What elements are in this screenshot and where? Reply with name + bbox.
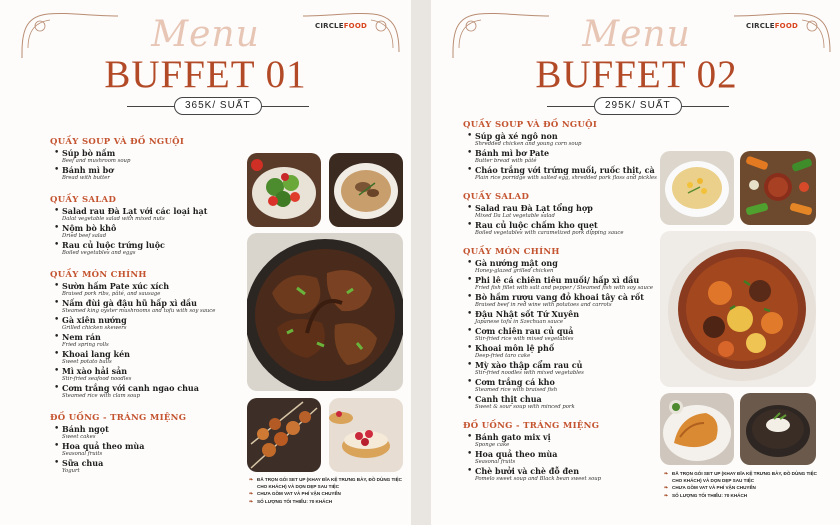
photo-braised-ribs bbox=[247, 233, 403, 391]
menu-item: • Canh thịt chua Sweet & sour soup with minced pork bbox=[463, 395, 663, 411]
menu-list bbox=[50, 137, 245, 479]
brand-logo: CIRCLEFOOD bbox=[745, 22, 798, 30]
menu-item: • Rau củ luộc chấm kho quẹt Boiled vegetables with caramelized pork dipping sauce bbox=[463, 221, 663, 237]
menu-item: • Đậu Nhật sốt Tứ Xuyên Japanese tofu in Szechuan sauce bbox=[463, 310, 663, 326]
menu-item: • Salad rau Đà Lạt tổng hợp Mixed Da Lat vegetable salad bbox=[463, 204, 663, 220]
menu-item: • Hoa quả theo mùa Seasonal fruits bbox=[463, 450, 663, 466]
photo-tartlets bbox=[329, 398, 403, 472]
section-soup: QUẦY SOUP VÀ ĐỒ NGUỘI • Súp bò nấm Beef and mushroom soup • Bánh mì bơ Bread with butter bbox=[50, 137, 245, 182]
menu-item: • Nấm đùi gà đậu hũ hấp xì dầu Steamed king oyster mushrooms and tofu with soy sauce bbox=[50, 299, 245, 315]
menu-item: • Bánh mì bơ Bread with butter bbox=[50, 166, 245, 182]
menu-item: • Cơm chiên rau củ quả Stir-fried rice with mixed vegetables bbox=[463, 327, 663, 343]
menu-item: • Mì xào hải sản Stir-fried seafood noodles bbox=[50, 367, 245, 383]
price-badge: 295K/ SUẤT bbox=[594, 97, 682, 115]
note-setup: ❧ ĐÃ TRỌN GÓI SET UP (KHAY ĐĨA KỆ TRƯNG BÀY, ĐỒ DÙNG TIỆC CHO KHÁCH) VÀ DỌN DẸP SAU TIỆC bbox=[249, 477, 407, 490]
menu-item: • Hoa quả theo mùa Seasonal fruits bbox=[50, 442, 245, 458]
menu-title: BUFFET 01 bbox=[104, 53, 307, 96]
terms-notes bbox=[664, 471, 824, 500]
menu-item: • Súp bò nấm Beef and mushroom soup bbox=[50, 149, 245, 165]
section-dessert: ĐỒ UỐNG - TRÁNG MIỆNG • Bánh gato mix vị Sponge cake • Hoa quả theo mùa Seasonal fruits • Chè bưởi và chè đỗ đen Pomelo sweet soup and Black bean sweet soup bbox=[463, 421, 663, 483]
menu-item: • Khoai lang kén Sweet potato balls bbox=[50, 350, 245, 366]
note-minimum: ❧ SỐ LƯỢNG TỐI THIỂU: 70 KHÁCH bbox=[664, 493, 824, 500]
menu-item: • Rau củ luộc trứng luộc Boiled vegetables and eggs bbox=[50, 241, 245, 257]
menu-item: • Bánh ngọt Sweet cakes bbox=[50, 425, 245, 441]
menu-item: • Chè bưởi và chè đỗ đen Pomelo sweet soup and Black bean sweet soup bbox=[463, 467, 663, 483]
photo-black-bean-dessert bbox=[740, 393, 816, 465]
menu-title: BUFFET 02 bbox=[535, 53, 738, 96]
menu-item: • Bánh mì bơ Pate Butter bread with pâté bbox=[463, 149, 663, 165]
photo-beef-stew bbox=[660, 231, 816, 387]
photo-chicken-skewers bbox=[247, 398, 321, 472]
menu-item: • Cháo trắng với trứng muối, ruốc thịt, cà Plain rice porridge with salted egg, shredded pork floss and pickles bbox=[463, 166, 663, 182]
menu-item: • Mỳ xào thập cẩm rau củ Stir-fried noodles with mixed vegetables bbox=[463, 361, 663, 377]
photo-vegetable-platter bbox=[740, 151, 816, 225]
photo-corn-soup bbox=[660, 151, 734, 225]
photo-mushroom-soup bbox=[329, 153, 403, 227]
photo-fried-fish bbox=[660, 393, 734, 465]
note-minimum: ❧ SỐ LƯỢNG TỐI THIỂU: 70 KHÁCH bbox=[249, 499, 407, 506]
page-gutter bbox=[411, 0, 431, 525]
menu-page-buffet-02 bbox=[431, 0, 840, 525]
menu-item: • Bánh gato mix vị Sponge cake bbox=[463, 433, 663, 449]
menu-item: • Phi lê cá chiên tiêu muối/ hấp xì dầu Fried fish fillet with salt and pepper / Steamed fish with soy sauce bbox=[463, 276, 663, 292]
note-setup: ❧ ĐÃ TRỌN GÓI SET UP (KHAY ĐĨA KỆ TRƯNG BÀY, ĐỒ DÙNG TIỆC CHO KHÁCH) VÀ DỌN DẸP SAU TIỆC bbox=[664, 471, 824, 484]
section-main: QUẦY MÓN CHÍNH • Gà nướng mật ong Honey-glazed grilled chicken • Phi lê cá chiên tiêu muối/ hấp xì dầu Fried fish fillet with salt and pepper / Steamed fish with soy sauce • Bò hầm rượu vang đỏ khoai tây cà rốt Braised beef in red wine with potatoes and carrots • Đậu Nhật sốt Tứ Xuyên Japanese tofu in Szechuan sauce • Cơm chiên rau củ quả Stir-fried rice with mixed vegetables • Khoai môn lệ phố Deep-fried taro cake • Mỳ xào thập cẩm rau củ Stir-fried noodles with mixed vegetables • Cơm trắng cá kho Steamed rice with braised fish • Canh thịt chua Sweet & sour soup with minced pork bbox=[463, 247, 663, 411]
menu-item: • Nộm bò khô Dried beef salad bbox=[50, 224, 245, 240]
menu-script-heading: Menu bbox=[582, 14, 691, 55]
menu-item: • Nem rán Fried spring rolls bbox=[50, 333, 245, 349]
photo-salad-bowl bbox=[247, 153, 321, 227]
menu-list bbox=[463, 120, 663, 487]
section-soup: QUẦY SOUP VÀ ĐỒ NGUỘI • Súp gà xé ngô non Shredded chicken and young corn soup • Bánh mì bơ Pate Butter bread with pâté • Cháo trắng với trứng muối, ruốc thịt, cà Plain rice porridge with salted egg, shredded pork floss and pickles bbox=[463, 120, 663, 182]
menu-item: • Sữa chua Yogurt bbox=[50, 459, 245, 475]
menu-item: • Salad rau Đà Lạt với các loại hạt Dalat vegetable salad with mixed nuts bbox=[50, 207, 245, 223]
note-vat: ❧ CHƯA GỒM VAT VÀ PHÍ VẬN CHUYỂN bbox=[249, 491, 407, 498]
menu-script-heading: Menu bbox=[151, 14, 260, 55]
menu-page-buffet-01 bbox=[0, 0, 411, 525]
terms-notes bbox=[249, 477, 407, 506]
section-salad: QUẦY SALAD • Salad rau Đà Lạt tổng hợp Mixed Da Lat vegetable salad • Rau củ luộc chấm kho quẹt Boiled vegetables with caramelized pork dipping sauce bbox=[463, 192, 663, 237]
menu-item: • Súp gà xé ngô non Shredded chicken and young corn soup bbox=[463, 132, 663, 148]
section-salad: QUẦY SALAD • Salad rau Đà Lạt với các loại hạt Dalat vegetable salad with mixed nuts • Nộm bò khô Dried beef salad • Rau củ luộc trứng luộc Boiled vegetables and eggs bbox=[50, 195, 245, 257]
menu-item: • Gà xiên nướng Grilled chicken skewers bbox=[50, 316, 245, 332]
section-dessert: ĐỒ UỐNG - TRÁNG MIỆNG • Bánh ngọt Sweet cakes • Hoa quả theo mùa Seasonal fruits • Sữa chua Yogurt bbox=[50, 413, 245, 475]
menu-item: • Khoai môn lệ phố Deep-fried taro cake bbox=[463, 344, 663, 360]
menu-item: • Cơm trắng cá kho Steamed rice with braised fish bbox=[463, 378, 663, 394]
menu-item: • Bò hầm rượu vang đỏ khoai tây cà rốt Braised beef in red wine with potatoes and carrots bbox=[463, 293, 663, 309]
brand-logo: CIRCLEFOOD bbox=[314, 22, 367, 30]
section-main: QUẦY MÓN CHÍNH • Sườn hấm Pate xúc xích Braised pork ribs, pâté, and sausage • Nấm đùi gà đậu hũ hấp xì dầu Steamed king oyster mushrooms and tofu with soy sauce • Gà xiên nướng Grilled chicken skewers • Nem rán Fried spring rolls • Khoai lang kén Sweet potato balls • Mì xào hải sản Stir-fried seafood noodles • Cơm trắng với canh ngao chua Steamed rice with clam soup bbox=[50, 270, 245, 400]
menu-item: • Gà nướng mật ong Honey-glazed grilled chicken bbox=[463, 259, 663, 275]
note-vat: ❧ CHƯA GỒM VAT VÀ PHÍ VẬN CHUYỂN bbox=[664, 485, 824, 492]
price-badge: 365K/ SUẤT bbox=[174, 97, 262, 115]
menu-item: • Sườn hấm Pate xúc xích Braised pork ribs, pâté, and sausage bbox=[50, 282, 245, 298]
menu-item: • Cơm trắng với canh ngao chua Steamed rice with clam soup bbox=[50, 384, 245, 400]
